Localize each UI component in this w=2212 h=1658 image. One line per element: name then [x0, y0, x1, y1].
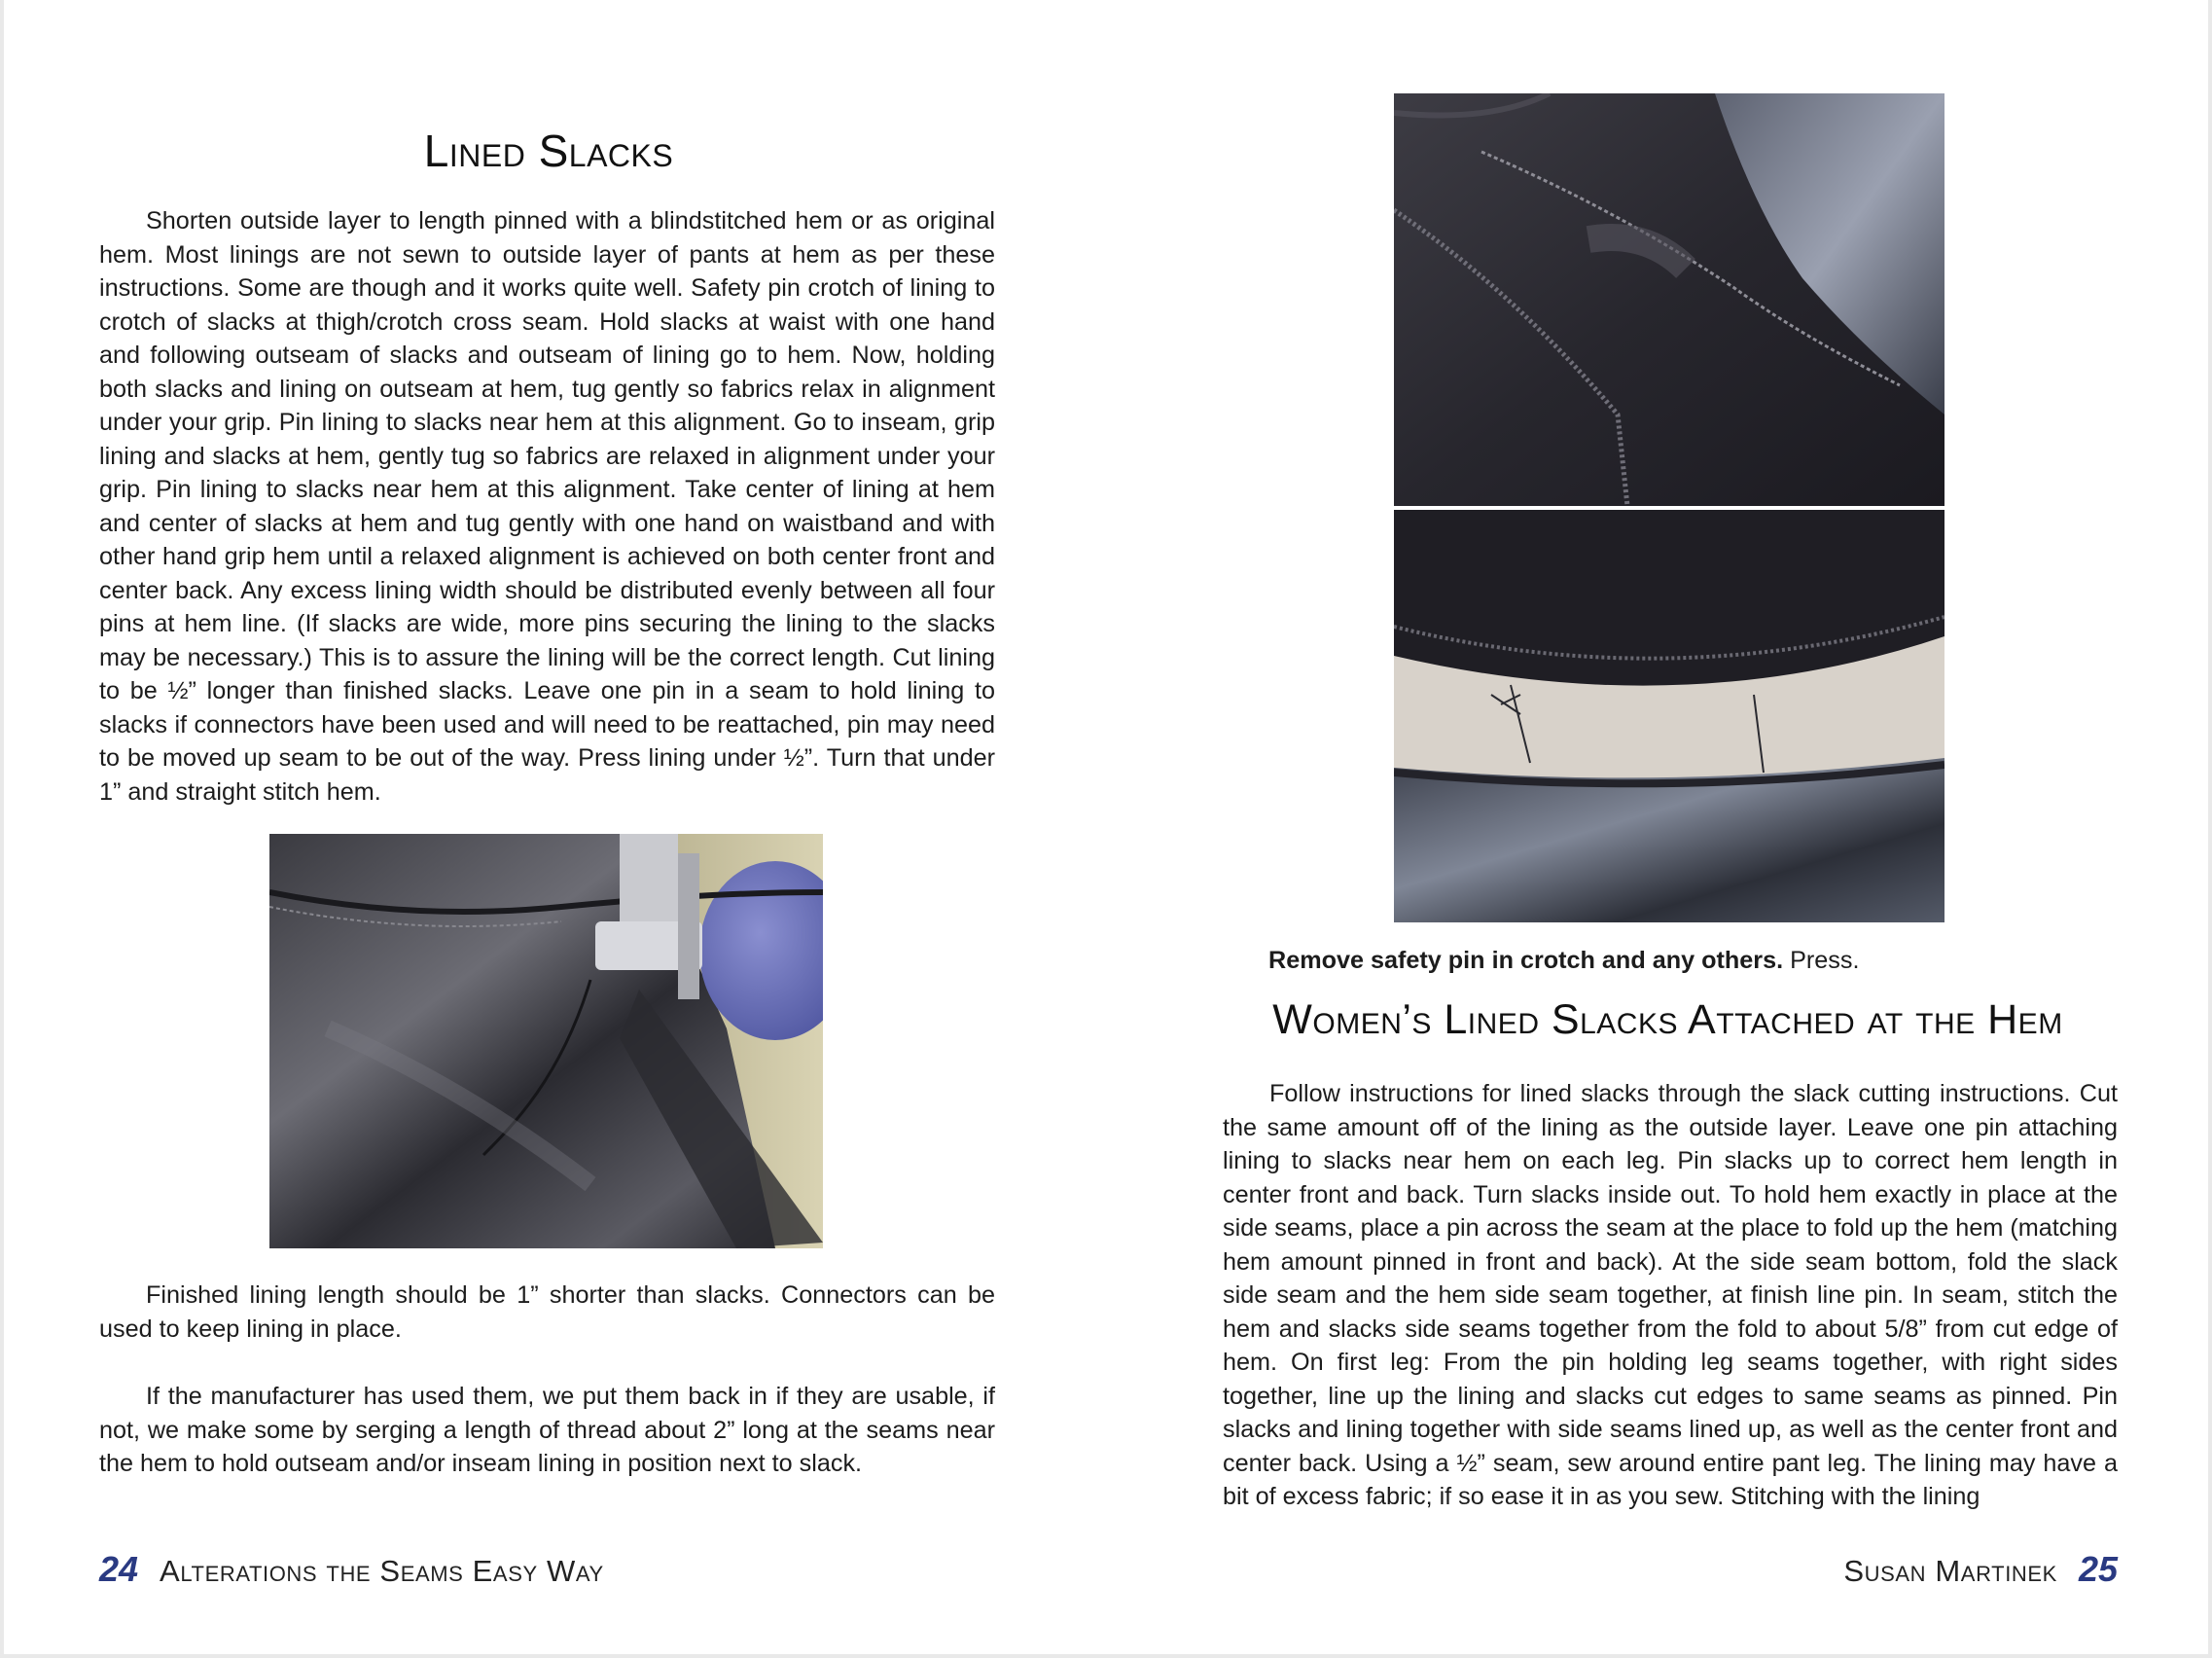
book-spread [4, 0, 2208, 1654]
page-number: 25 [2078, 1549, 2118, 1589]
right-footer [1843, 1549, 2118, 1598]
running-title: Alterations the Seams Easy Way [160, 1554, 604, 1588]
left-paragraph-1: Shorten outside layer to length pinned with a blindstitched hem or as original hem. Most linings are not sewn to outside layer of pants at hem as per these instructions. Some are though and it works quite well. Safety pin crotch of lining to crotch of slacks at thigh/crotch cross seam. Hold slacks at waist with one hand and following outseam of slacks and outseam of lining go to hem. Now, holding both slacks and lining on outseam at hem, tug gently so fabrics relax in alignment under your grip. Pin lining to slacks near hem at this alignment. Go to inseam, grip lining and slacks at hem, gently tug so fabrics are relaxed in alignment under your grip. Pin lining to slacks near hem at this alignment. Take center of lining at hem and center of slacks at hem and tug gently with one hand on waistband and with other hand grip hem until a relaxed alignment is achieved on both center front and center back. Any excess lining width should be distributed evenly between all four pins at hem line. (If slacks are wide, more pins securing the lining to the slacks may be necessary.) This is to assure the lining will be the correct length. Cut lining to be ½” longer than finished slacks. Leave one pin in a seam to hold lining to slacks if connectors have been used and will need to be reattached, pin may need to be moved up seam to be out of the way. Press lining under ½”. Turn that under 1” and straight stitch hem. [99, 207, 995, 806]
left-footer [99, 1549, 604, 1598]
slacks-seam-photo-bottom [1394, 510, 1944, 922]
author-name: Susan Martinek [1843, 1554, 2057, 1588]
left-paragraph-2: Finished lining length should be 1” shorter than slacks. Connectors can be used to keep lining in place. [99, 1281, 995, 1343]
left-page [4, 0, 1106, 1654]
photo-caption [1268, 944, 2105, 977]
left-paragraph-3: If the manufacturer has used them, we put them back in if they are usable, if not, we make some by serging a length of thread about 2” long at the seams near the hem to hold outseam and/or inseam lining in position next to slack. [99, 1383, 995, 1477]
sewing-machine-lining-photo [269, 834, 823, 1248]
page-number: 24 [99, 1549, 139, 1589]
left-page-title: Lined Slacks [423, 126, 674, 176]
right-page [1106, 0, 2208, 1654]
right-paragraph-1: Follow instructions for lined slacks through the slack cutting instructions. Cut the same amount off of the lining as the outside layer. Leave one pin attaching lining to slacks near hem on each leg. Pin slacks up to correct hem length in center front and back. Turn slacks inside out. To hold hem exactly in place at the side seams, place a pin across the seam at the place to fold up the hem (matching hem amount pinned in front and back). At the side seam bottom, fold the slack side seam and the hem side seam together, at finish line pin. In seam, stitch the hem and slacks side seams together from the fold to about 5/8” from cut edge of hem. On first leg: From the pin holding leg seams together, with right sides together, line up the lining and slacks cut edges to same seams as pinned. Pin slacks and lining together with side seams lined up, as well as the center front and center back. Using a ½” seam, sew around entire pant leg. The lining may have a bit of excess fabric; if so ease it in as you sew. Stitching with the lining [1223, 1080, 2118, 1510]
slacks-seam-photo-top [1394, 93, 1944, 506]
caption-bold: Remove safety pin in crotch and any others. [1268, 947, 1784, 974]
caption-rest: Press. [1783, 947, 1860, 974]
right-page-title: Women’s Lined Slacks Attached at the Hem [1272, 996, 2063, 1043]
